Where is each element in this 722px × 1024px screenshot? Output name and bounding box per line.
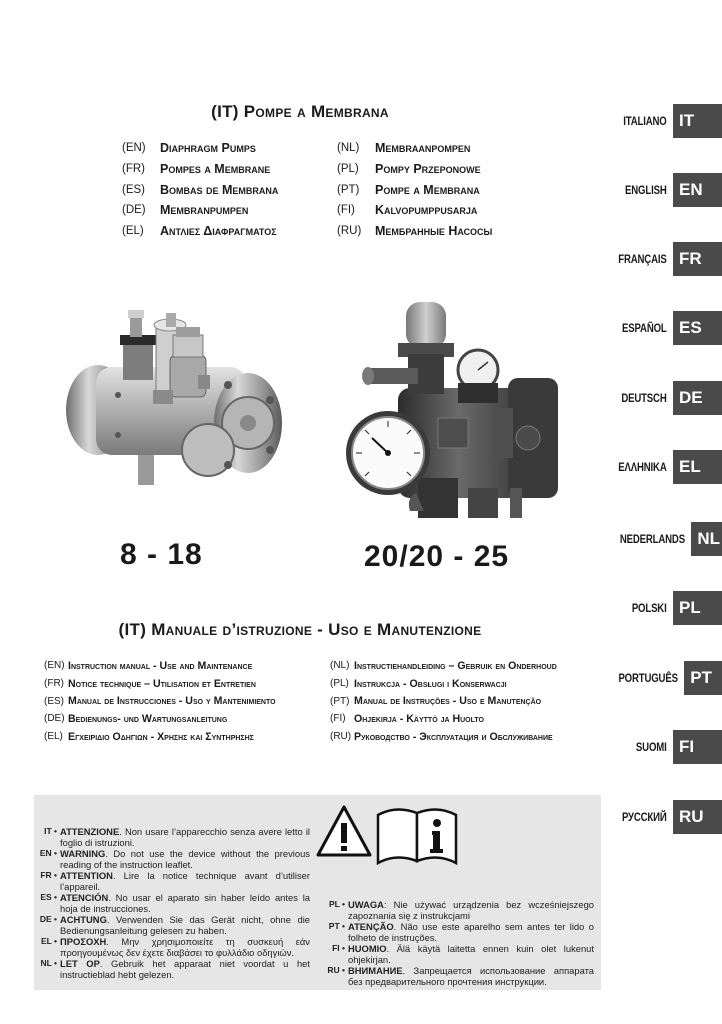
main-title-code: (IT) bbox=[211, 102, 239, 121]
diaphragm-pump-small-illustration bbox=[58, 305, 288, 500]
warning-item: ES • ATENCIÓN. No usar el aparato sin haber leído antes la hoja de instrucciones. bbox=[40, 892, 310, 914]
pump-title-row: (EL) Αντλιες Διαφραγματος bbox=[122, 224, 277, 239]
manual-titles-right bbox=[330, 657, 557, 745]
warning-triangle-icon bbox=[314, 803, 374, 861]
tab-pt[interactable]: PORTUGUÊS PT bbox=[602, 661, 722, 695]
manual-titles-left bbox=[44, 657, 276, 745]
warning-item: DE • ACHTUNG. Verwenden Sie das Gerät nicht, ohne die Bedienungsanleitung gelesen zu haben. bbox=[39, 914, 310, 936]
warnings-left bbox=[38, 826, 310, 980]
warning-item: EL • ΠΡΟΣΟΧΗ. Μην χρησιμοποιείτε τη συσκευή εάν προηγουμένως δεν έχετε διαβάσει το φυλλάδιο οδηγιών. bbox=[40, 936, 310, 958]
pump-title-row: (PT) Pompe a Membrana bbox=[337, 182, 480, 197]
manual-title-row: (EL) Εγχειριδιο Οδηγιων - Χρησης και Συντηρησης bbox=[44, 730, 254, 743]
tab-nl[interactable]: NEDERLANDS NL bbox=[602, 522, 722, 556]
warning-item: RU • ВНИМАНИЕ. Запрещается использование аппарата без предварительного прочтения инструкции. bbox=[327, 965, 594, 987]
pump-titles-left bbox=[122, 138, 278, 241]
diaphragm-pump-large-illustration bbox=[338, 288, 570, 528]
pump-title-row: (FI) Kalvopumppusarja bbox=[337, 203, 478, 218]
pump-titles-right bbox=[337, 138, 492, 241]
pump-title-row: (FR) Pompes a Membrane bbox=[122, 162, 271, 177]
tab-it[interactable]: ITALIANO IT bbox=[602, 104, 722, 138]
manual-title-row: (EN) Instruction manual - Use and Maintenance bbox=[44, 659, 253, 672]
manual-title-row: (NL) Instructiehandleiding – Gebruik en Onderhoud bbox=[330, 659, 557, 672]
main-title-text: Pompe a Membrana bbox=[243, 102, 389, 121]
tab-pl[interactable]: POLSKI PL bbox=[602, 591, 722, 625]
tab-fi[interactable]: SUOMI FI bbox=[602, 730, 722, 764]
pump-title-row: (NL) Membraanpompen bbox=[337, 141, 471, 156]
tab-ru[interactable]: РУССКИЙ RU bbox=[602, 800, 722, 834]
tab-es[interactable]: ESPAÑOL ES bbox=[602, 311, 722, 345]
model-number-right: 20/20 - 25 bbox=[364, 540, 510, 573]
main-title bbox=[0, 102, 600, 122]
pump-title-row: (DE) Membranpumpen bbox=[122, 203, 249, 218]
tab-de[interactable]: DEUTSCH DE bbox=[602, 381, 722, 415]
pump-title-row: (EN) Diaphragm Pumps bbox=[122, 141, 256, 156]
manual-title-row: (PT) Manual de Instruções - Uso e Manutenção bbox=[330, 695, 542, 708]
tab-en[interactable]: ENGLISH EN bbox=[602, 173, 722, 207]
manual-title-row: (PL) Instrukcja - Obsługi i Konserwacji bbox=[330, 677, 507, 690]
tab-el[interactable]: ΕΛΛΗΝΙΚΑ EL bbox=[602, 450, 722, 484]
warning-item: PL • UWAGA: Nie używać urządzenia bez wcześniejszego zapoznania się z instrukcjami bbox=[328, 899, 594, 921]
warning-item: FI • HUOMIO. Älä käytä laitetta ennen kuin olet lukenut ohjekirjan. bbox=[332, 943, 594, 965]
warning-item: PT • ATENÇÃO. Não use este aparelho sem antes ter lido o folheto de instruções. bbox=[328, 921, 594, 943]
manual-title-row: (RU) Руководство - Эксплуатация и Обслуживание bbox=[330, 730, 553, 743]
pump-title-row: (PL) Pompy Przeponowe bbox=[337, 162, 481, 177]
warning-item: FR • ATTENTION. Lire la notice technique avant d’utiliser l’appareil. bbox=[40, 870, 310, 892]
warning-item: NL • LET OP. Gebruik het apparaat niet voordat u het instructieblad hebt gelezen. bbox=[40, 958, 311, 980]
manual-title-text: Manuale d’istruzione - Uso e Manutenzione bbox=[151, 620, 482, 639]
pump-title-row: (RU) Мембранные Насосы bbox=[337, 224, 493, 239]
manual-title-row: (FR) Notice technique – Utilisation et Entretien bbox=[44, 677, 256, 690]
pump-title-row: (ES) Bombas de Membrana bbox=[122, 182, 279, 197]
warnings-right bbox=[326, 899, 594, 987]
warning-panel bbox=[34, 795, 601, 990]
manual-title bbox=[0, 620, 600, 640]
info-book-icon bbox=[374, 801, 460, 867]
manual-title-row: (ES) Manual de Instrucciones - Uso y Mantenimiento bbox=[44, 695, 276, 708]
manual-title-row: (DE) Bedienungs- und Wartungsanleitung bbox=[44, 712, 228, 725]
tab-fr[interactable]: FRANÇAIS FR bbox=[602, 242, 722, 276]
warning-item: IT • ATTENZIONE. Non usare l’apparecchio senza avere letto il foglio di istruzioni. bbox=[44, 826, 310, 848]
model-number-left: 8 - 18 bbox=[120, 538, 203, 571]
manual-title-row: (FI) Ohjekirja - Käyttö ja Huolto bbox=[330, 712, 484, 725]
manual-title-code: (IT) bbox=[118, 620, 147, 639]
warning-item: EN • WARNING. Do not use the device without the previous reading of the instruction leaflet. bbox=[39, 848, 310, 870]
